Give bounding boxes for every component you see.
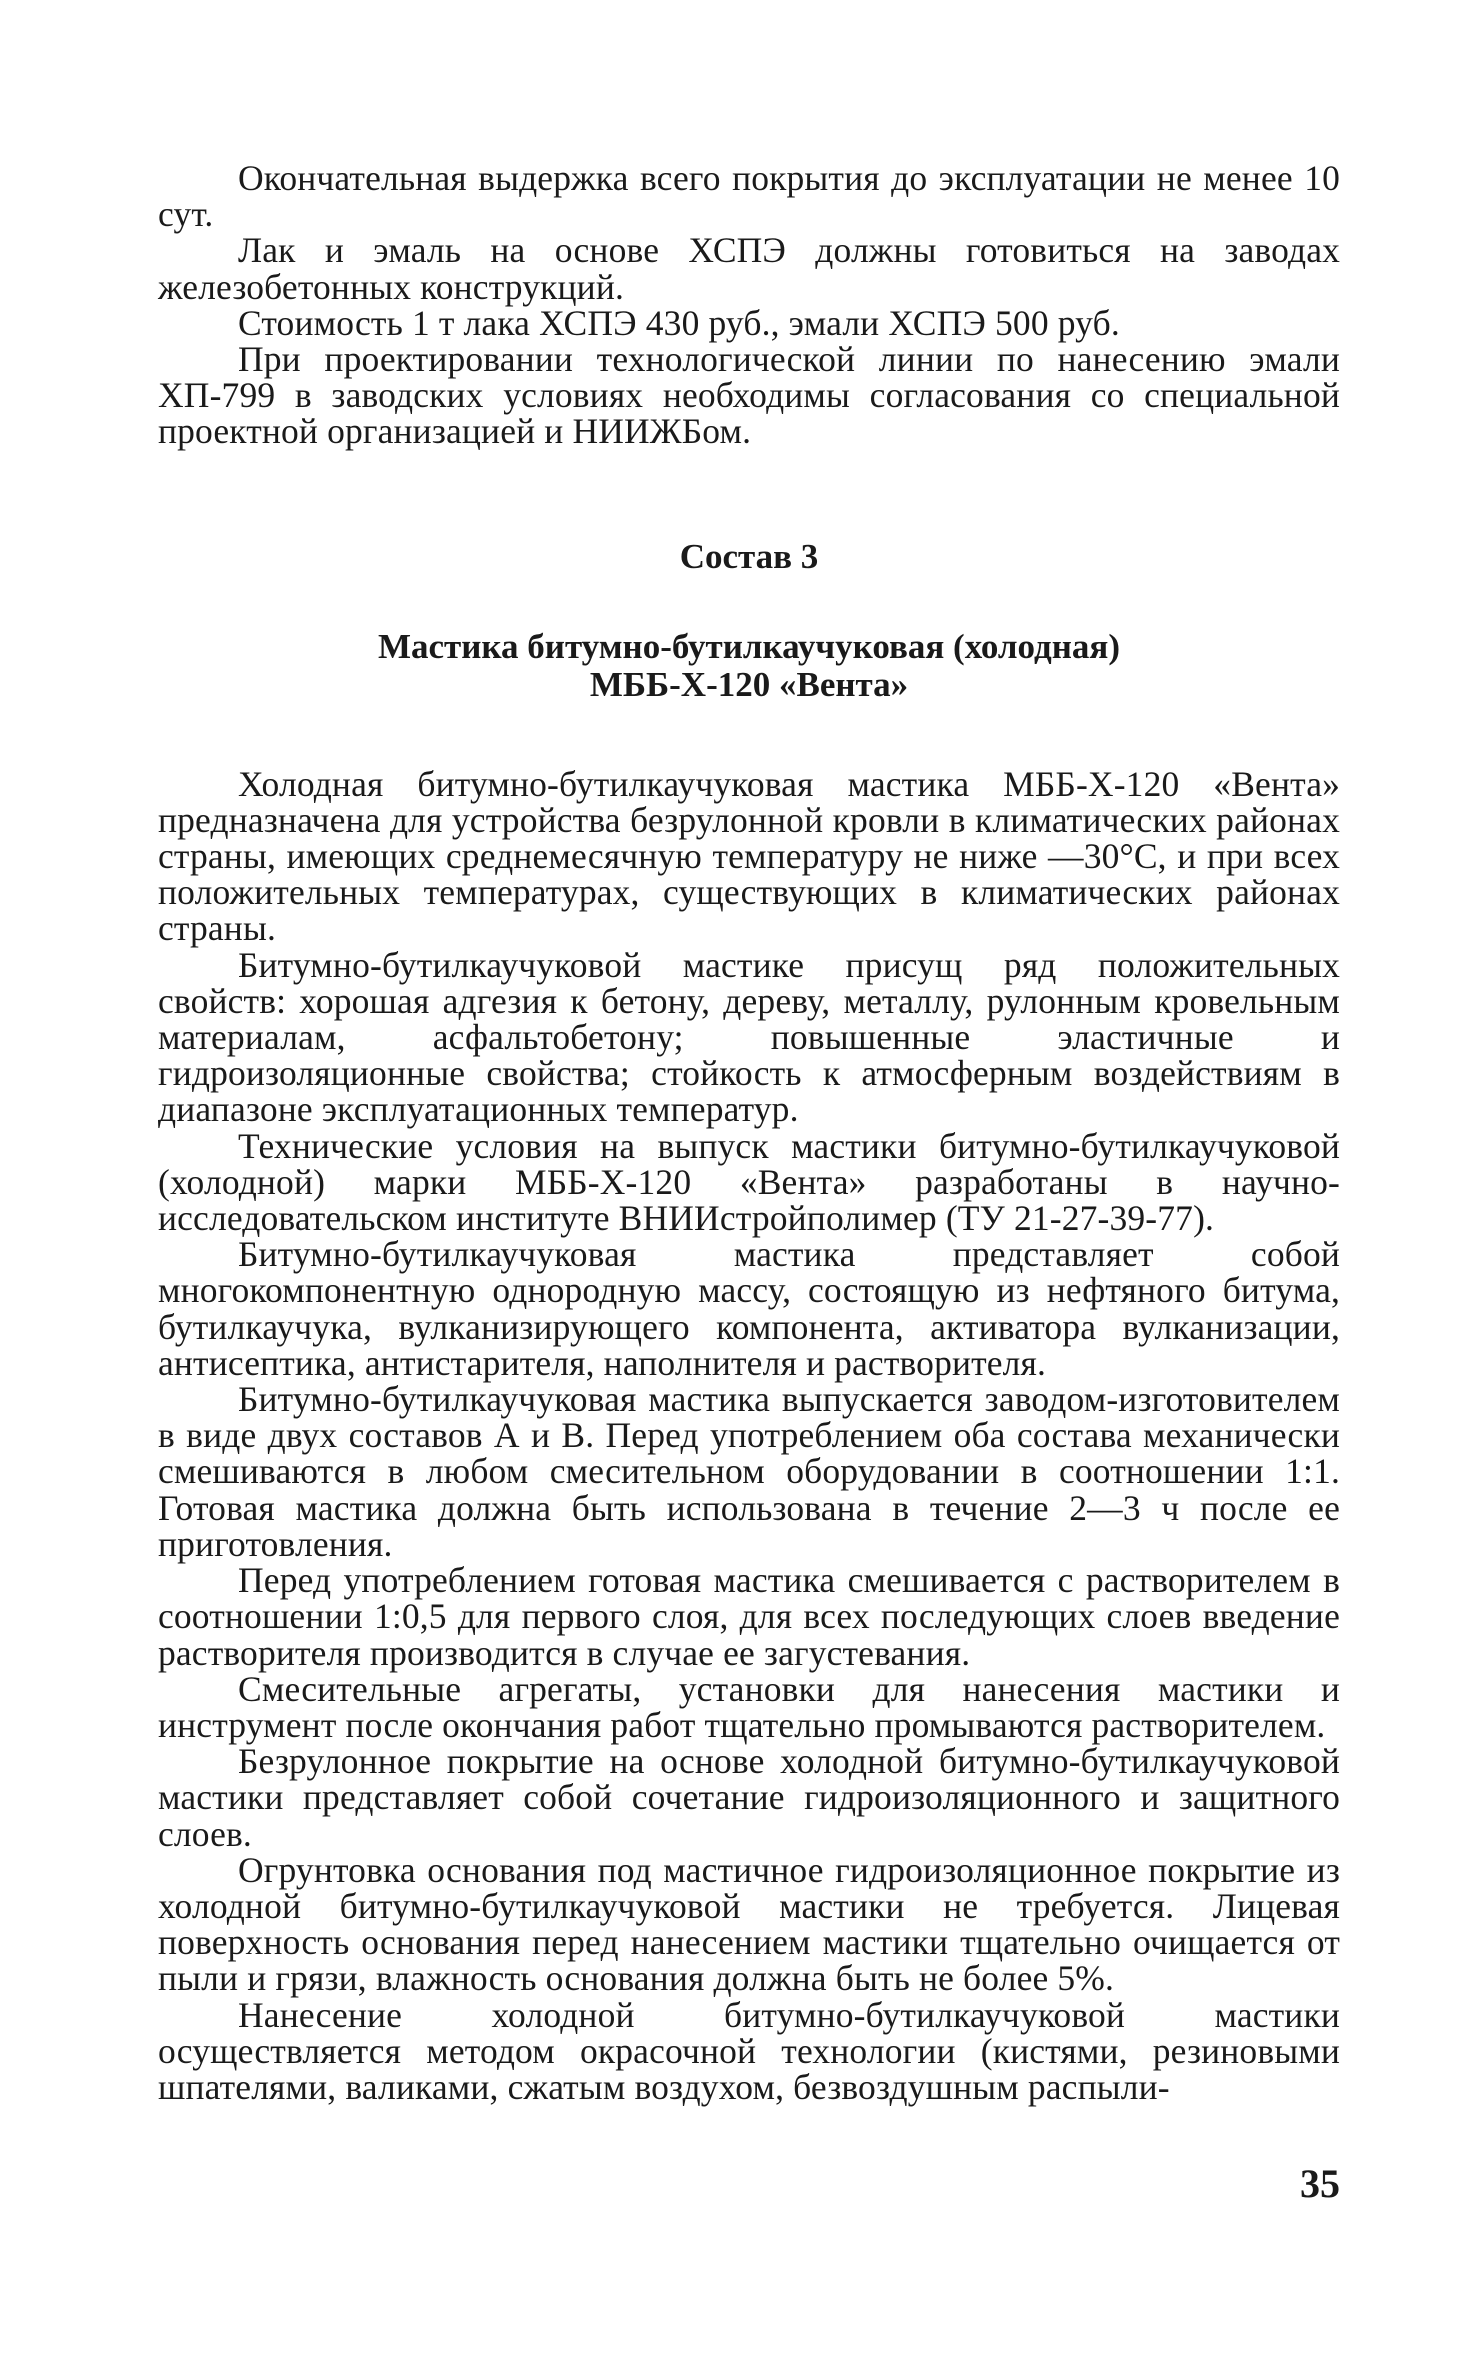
section-label: Состав 3 — [679, 536, 819, 576]
paragraph-design-approval: При проектировании технологической линии по нанесению эмали ХП-799 в заводских условиях необходимы согласования со специальной проектной организацией и НИИЖБом. — [158, 339, 1340, 452]
paragraph-composition: Битумно-бутилкаучуковая мастика представляет собой многокомпонентную однородную массу, состоящую из нефтяного битума, бутилкаучука, вулканизирующего компонента, активатора вулканизации, антисептика, антистарителя, наполнителя и растворителя. — [158, 1234, 1340, 1383]
page-content — [158, 160, 1340, 2105]
paragraph-preparation: Лак и эмаль на основе ХСПЭ должны готовиться на заводах железобетонных конструкций. — [158, 230, 1340, 307]
paragraph-surface-prep: Огрунтовка основания под мастичное гидроизоляционное покрытие из холодной битумно-бутилкаучуковой мастики не требуется. Лицевая поверхность основания перед нанесением мастики тщательно очищается от пыли и грязи, влажность основания должна быть не более 5%. — [158, 1849, 1340, 1999]
section-title-line-1: Мастика битумно-бутилкаучуковая (холодная) — [377, 626, 1121, 666]
paragraph-mixing: Битумно-бутилкаучуковая мастика выпускается заводом-изготовителем в виде двух составов А и В. Перед употреблением оба состава механически смешиваются в любом смесительном оборудовании в соотношении 1:1. Готовая мастика должна быть использована в течение 2—3 ч после ее приготовления. — [158, 1379, 1340, 1564]
paragraph-purpose: Холодная битумно-бутилкаучуковая мастика МББ-Х-120 «Вента» предназначена для устройства безрулонной кровли в климатических районах страны, имеющих среднемесячную температуру не ниже —30°С, и при всех положительных температурах, существующих в климатических районах страны. — [158, 763, 1340, 949]
paragraph-solvent: Перед употреблением готовая мастика смешивается с растворителем в соотношении 1:0,5 для первого слоя, для всех последующих слоев введение растворителя производится в случае ее загустевания. — [158, 1560, 1340, 1673]
paragraph-coating-layers: Безрулонное покрытие на основе холодной битумно-бутилкаучуковой мастики представляет собой сочетание гидроизоляционного и защитного слоев. — [158, 1741, 1340, 1854]
section-title — [158, 628, 1340, 704]
top-section — [158, 160, 1340, 450]
body-section — [158, 763, 1340, 2107]
paragraph-properties: Битумно-бутилкаучуковой мастике присущ ряд положительных свойств: хорошая адгезия к бетону, дереву, металлу, рулонным кровельным материалам, асфальтобетону; повышенные эластичные и гидроизоляционные свойства; стойкость к атмосферным воздействиям в диапазоне эксплуатационных температур. — [158, 944, 1340, 1130]
paragraph-application: Нанесение холодной битумно-бутилкаучуковой мастики осуществляется методом окрасочной технологии (кистями, резиновыми шпателями, валиками, сжатым воздухом, безвоздушным распыли- — [158, 1994, 1340, 2107]
section-title-line-2: МББ-Х-120 «Вента» — [589, 664, 909, 704]
paragraph-cleaning: Смесительные агрегаты, установки для нанесения мастики и инструмент после окончания работ тщательно промываются растворителем. — [158, 1668, 1340, 1745]
paragraph-curing-time: Окончательная выдержка всего покрытия до эксплуатации не менее 10 сут. — [158, 158, 1340, 235]
paragraph-specifications: Технические условия на выпуск мастики битумно-бутилкаучуковой (холодной) марки МББ-Х-120 «Вента» разработаны в научно-исследовательском институте ВНИИстройполимер (ТУ 21-27-39-77). — [158, 1125, 1340, 1239]
page-number: 35 — [1300, 2161, 1340, 2206]
paragraph-cost: Стоимость 1 т лака ХСПЭ 430 руб., эмали ХСПЭ 500 руб. — [238, 302, 1120, 343]
